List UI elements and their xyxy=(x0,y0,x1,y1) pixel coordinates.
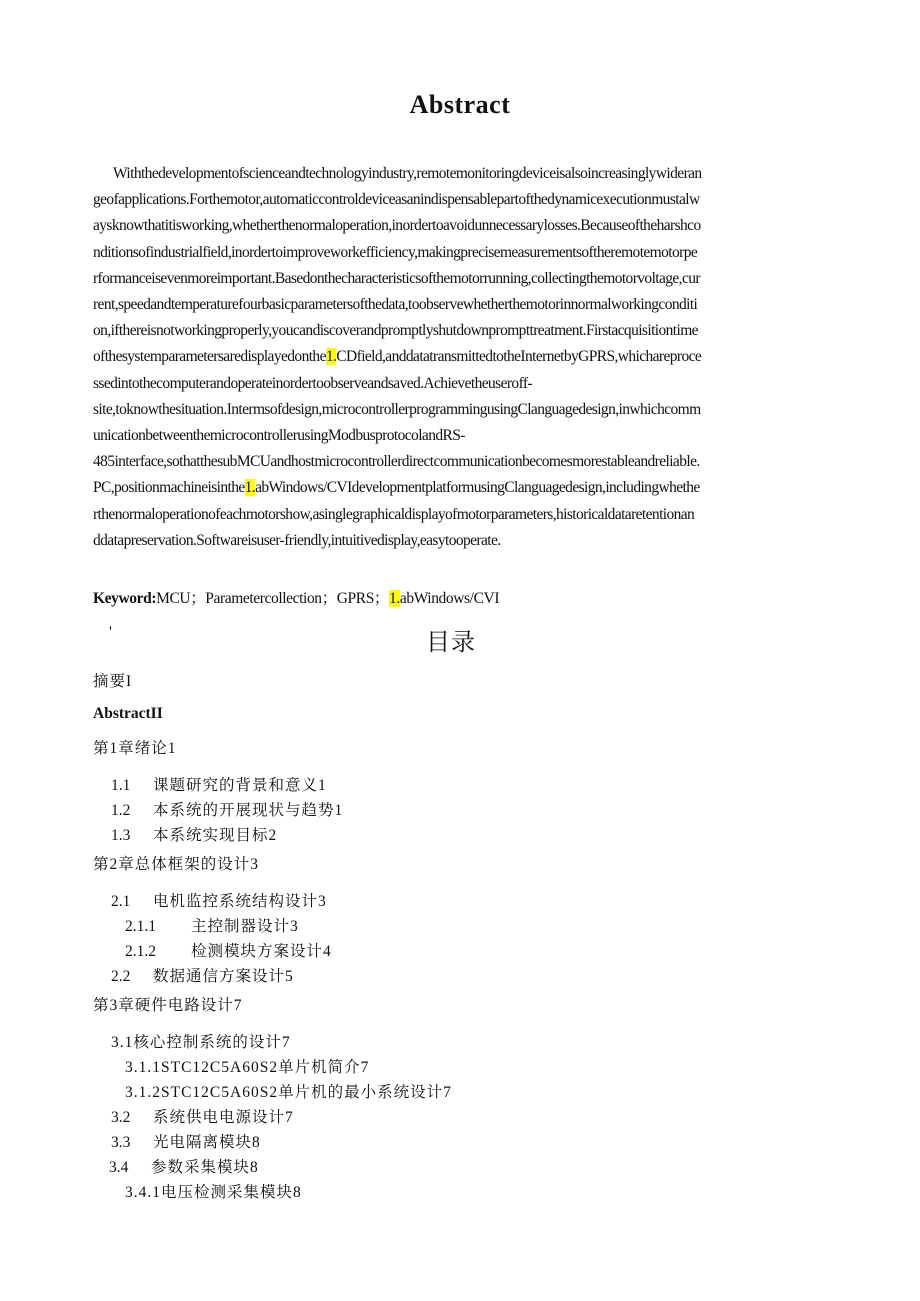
highlight-mark: 1. xyxy=(389,590,400,607)
toc-entry[interactable]: 第3章硬件电路设计7 xyxy=(93,997,243,1014)
keyword-text-after: abWindows/CVI xyxy=(399,590,500,607)
toc-entry[interactable]: 3.2 系统供电电源设计7 xyxy=(111,1109,294,1126)
abstract-line: rformanceisevenmoreimportant.Basedonthecharacteristicsofthemotorrunning,collectingthemotorvoltage,cur xyxy=(93,269,700,287)
abstract-line: geofapplications.Forthemotor,automaticcontroldeviceasanindispensablepartofthedynamicexecutionmustalw xyxy=(93,191,700,209)
abstract-line: aysknowthatitisworking,whetherthenormaloperation,inordertoavoidunnecessarylosses.Becauseoftheharshco xyxy=(93,217,701,235)
abstract-line: ssedintothecomputerandoperateinordertoobserveandsaved.Achievetheuseroff- xyxy=(93,374,532,392)
abstract-line: ddatapreservation.Softwareisuser-friendly,intuitivedisplay,easytooperate. xyxy=(93,531,501,549)
toc-entry[interactable]: 摘要I xyxy=(93,673,133,690)
toc-entry[interactable]: 3.4 参数采集模块8 xyxy=(109,1159,259,1176)
abstract-title: Abstract xyxy=(409,90,511,119)
toc-entry[interactable]: AbstractII xyxy=(93,705,163,722)
toc-entry[interactable]: 3.1.2STC12C5A60S2单片机的最小系统设计7 xyxy=(125,1084,452,1101)
highlight-mark: 1. xyxy=(325,348,337,366)
abstract-line: Withthedevelopmentofscienceandtechnologyindustry,remotemonitoringdeviceisalsoincreasinglywideran xyxy=(113,165,702,182)
abstract-line: nditionsofindustrialfield,inordertoimproveworkefficiency,makingprecisemeasurementsoftheremotemotorpe xyxy=(93,243,698,261)
abstract-line: rthenormaloperationofeachmotorshow,asinglegraphicaldisplayofmotorparameters,historicaldataretentionan xyxy=(93,505,695,523)
keyword-label: Keyword: xyxy=(93,590,157,607)
toc-entry[interactable]: 1.3 本系统实现目标2 xyxy=(111,827,278,844)
toc-title: 目录 xyxy=(426,628,476,656)
abstract-line: rent,speedandtemperaturefourbasicparametersofthedata,toobservewhetherthemotorinnormalworkingconditi xyxy=(93,296,698,314)
toc-entry[interactable]: 3.4.1电压检测采集模块8 xyxy=(125,1184,302,1201)
toc-entry[interactable]: 1.1 课题研究的背景和意义1 xyxy=(111,777,327,794)
toc-entry[interactable]: 3.1核心控制系统的设计7 xyxy=(111,1034,291,1051)
abstract-line: on,ifthereisnotworkingproperly,youcandiscoverandpromptlyshutdownprompttreatment.Firstacquisitiontime xyxy=(93,322,698,340)
abstract-line: PC,positionmachineisinthe1.abWindows/CVIdevelopmentplatformusingClanguagedesign,includingwhethe xyxy=(93,479,700,497)
toc-entry[interactable]: 第1章绪论1 xyxy=(93,740,177,757)
toc-entry[interactable]: 2.1.2 检测模块方案设计4 xyxy=(125,943,332,960)
toc-entry[interactable]: 第2章总体框架的设计3 xyxy=(93,856,260,873)
abstract-line: 485interface,sothatthesubMCUandhostmicrocontrollerdirectcommunicationbecomesmorestableandreliable. xyxy=(93,453,700,471)
toc-entry[interactable]: 2.2 数据通信方案设计5 xyxy=(111,968,294,985)
abstract-line: ofthesystemparametersaredisplayedonthe1.CDfield,anddatatransmittedtotheInternetbyGPRS,whichareproce xyxy=(93,348,702,366)
stray-mark: ' xyxy=(109,624,112,641)
toc-entry[interactable]: 2.1 电机监控系统结构设计3 xyxy=(111,893,327,910)
toc-entry[interactable]: 3.1.1STC12C5A60S2单片机简介7 xyxy=(125,1059,370,1076)
keyword-text: MCU；Parametercollection；GPRS； xyxy=(156,590,390,607)
toc-entry[interactable]: 1.2 本系统的开展现状与趋势1 xyxy=(111,802,344,819)
abstract-line: unicationbetweenthemicrocontrollerusingModbusprotocolandRS- xyxy=(93,427,465,445)
toc-entry[interactable]: 2.1.1 主控制器设计3 xyxy=(125,918,299,935)
highlight-mark: 1. xyxy=(244,479,256,497)
toc-entry[interactable]: 3.3 光电隔离模块8 xyxy=(111,1134,261,1151)
abstract-line: site,toknowthesituation.Intermsofdesign,microcontrollerprogrammingusingClanguagedesign,inwhichcomm xyxy=(93,400,701,418)
